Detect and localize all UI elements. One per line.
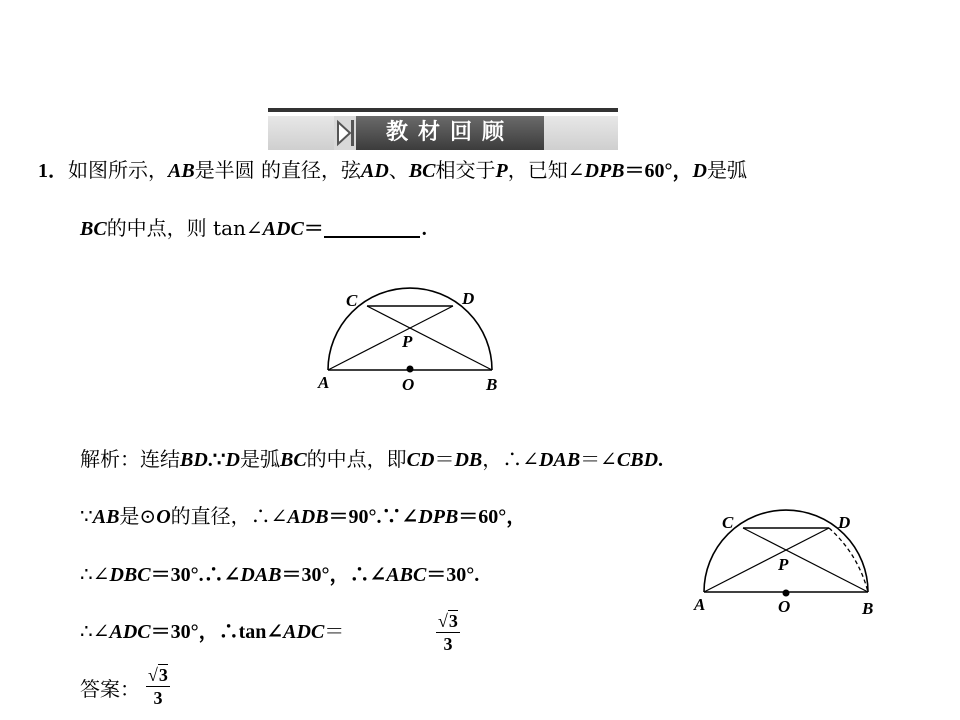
- s-text: ＝30°.∴∠: [150, 564, 241, 586]
- s-var: AB: [92, 506, 120, 528]
- s-text: 是弧: [239, 447, 280, 471]
- chord-ad: [704, 528, 829, 592]
- q-text: ＝60°，: [624, 160, 693, 182]
- q-var: BC: [408, 160, 436, 182]
- s-var: ABC: [386, 564, 427, 586]
- chord-bc: [367, 306, 492, 370]
- s-var: DAB: [240, 564, 282, 586]
- center-point: [407, 366, 414, 373]
- label-a: A: [318, 373, 330, 392]
- chord-ad: [328, 306, 453, 370]
- q-text: 如图所示，: [68, 158, 168, 182]
- q-var: P: [495, 160, 508, 182]
- label-d: D: [462, 289, 475, 308]
- banner-title: 教材回顾: [385, 120, 514, 145]
- s-var: DBC: [109, 564, 151, 586]
- s-text: ＝30°，∴tan∠: [150, 621, 284, 643]
- answer-fraction: [146, 666, 170, 707]
- q-text: 是弧: [706, 158, 747, 182]
- s-var: ADC: [283, 621, 325, 643]
- answer-blank[interactable]: [324, 216, 420, 238]
- s-text: ＝60°，: [458, 506, 527, 528]
- s-var: DPB: [418, 506, 459, 528]
- s-var: BC: [279, 449, 307, 471]
- q-text: 相交于: [435, 158, 496, 182]
- s-var: BD: [180, 449, 208, 471]
- q-text: ，已知∠: [507, 158, 585, 182]
- s-var: D: [225, 449, 240, 471]
- label-c: C: [346, 291, 358, 310]
- s-text: ∴∠: [80, 562, 110, 586]
- s-var: O: [156, 506, 171, 528]
- answer-numerator: √3: [148, 665, 168, 685]
- q-text: 的中点，则 tan∠: [106, 216, 263, 240]
- s-text: 的直径，∴∠: [170, 504, 288, 528]
- label-c: C: [722, 513, 734, 532]
- s-var: CD: [406, 449, 435, 471]
- s-var: CBD: [616, 449, 659, 471]
- label-b: B: [486, 375, 498, 394]
- fraction-denominator: 3: [443, 634, 453, 654]
- q-text: ＝: [303, 218, 324, 240]
- s-text: ＝30°.: [426, 564, 480, 586]
- s-text: ＝: [324, 619, 345, 643]
- s-text: .: [658, 449, 664, 471]
- label-p: P: [402, 332, 413, 351]
- q-text: 、: [388, 158, 409, 182]
- label-d: D: [838, 513, 851, 532]
- s-text: 是⊙: [119, 504, 157, 528]
- answer-label: 答案：: [80, 677, 140, 701]
- center-point: [783, 590, 790, 597]
- s-text: ∵: [80, 504, 93, 528]
- fraction-numerator: √3: [438, 611, 458, 631]
- chord-bc: [743, 528, 868, 592]
- s-text: ＝30°，∴∠: [281, 564, 387, 586]
- s-text: ＝: [434, 447, 455, 471]
- s-text: ∴∠: [80, 619, 110, 643]
- question-line-2: [80, 214, 427, 243]
- q-text: .: [421, 218, 427, 240]
- q-var: AD: [361, 160, 389, 182]
- label-b: B: [862, 599, 874, 618]
- s-text: ，∴∠: [482, 447, 540, 471]
- label-p: P: [778, 555, 789, 574]
- s-text: 解析：连结: [80, 447, 180, 471]
- question-line-1: [38, 156, 747, 185]
- label-o: O: [778, 597, 791, 616]
- play-arrow-icon: [334, 116, 356, 150]
- s-text: 的中点，即: [306, 447, 407, 471]
- result-fraction: [436, 612, 460, 653]
- q-text: 是半圆 的直径，弦: [194, 158, 362, 182]
- s-var: ADB: [287, 506, 329, 528]
- solution-line-3: [80, 560, 479, 589]
- semicircle-figure-2: [690, 508, 890, 620]
- q-var: DPB: [584, 160, 625, 182]
- section-banner: [268, 108, 618, 150]
- s-text: .∵: [207, 449, 226, 471]
- q-var: BC: [80, 218, 107, 240]
- s-var: ADC: [109, 621, 151, 643]
- question-number: 1．: [38, 160, 68, 182]
- answer-line: [80, 675, 140, 703]
- q-var: AB: [168, 160, 195, 182]
- label-o: O: [402, 375, 415, 394]
- s-text: ＝∠: [580, 447, 617, 471]
- q-var: ADC: [262, 218, 304, 240]
- s-var: DB: [454, 449, 483, 471]
- q-var: D: [692, 160, 707, 182]
- s-var: DAB: [539, 449, 581, 471]
- banner-top-rule: [268, 108, 618, 112]
- semicircle-figure-1: [312, 284, 512, 396]
- answer-denominator: 3: [153, 688, 163, 708]
- solution-line-4: [80, 617, 344, 646]
- solution-line-2: [80, 502, 526, 531]
- s-text: ＝90°.∵∠: [328, 506, 419, 528]
- label-a: A: [694, 595, 706, 614]
- solution-line-1: [80, 445, 663, 474]
